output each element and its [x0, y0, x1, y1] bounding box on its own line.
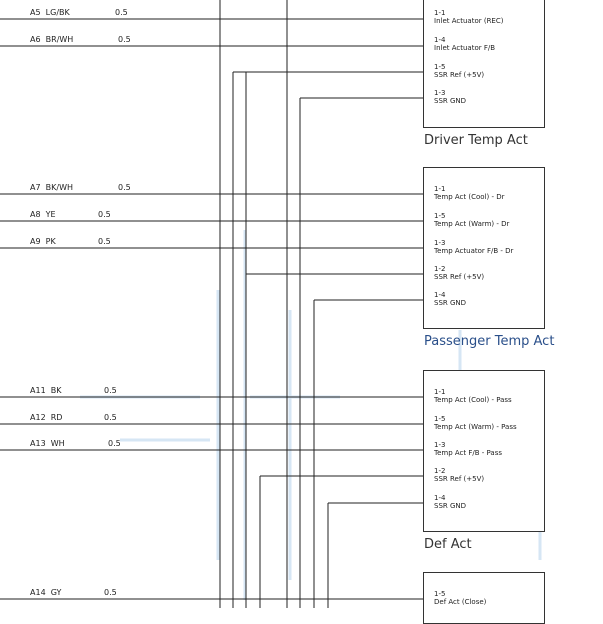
passenger-temp-act-title: Passenger Temp Act	[424, 334, 555, 349]
wire-gauge-a14: 0.5	[104, 588, 117, 597]
pin-inlet-1: 1-1 Inlet Actuator (REC)	[434, 9, 504, 25]
wire-label-a5: A5 LG/BK	[30, 8, 70, 17]
wire-label-a8: A8 YE	[30, 210, 56, 219]
wire-gauge-a13: 0.5	[108, 439, 121, 448]
pin-pass-4: 1-2 SSR Ref (+5V)	[434, 467, 485, 483]
wire-label-a12: A12 RD	[30, 413, 63, 422]
wire-gauge-a12: 0.5	[104, 413, 117, 422]
wire-gauge-a6: 0.5	[118, 35, 131, 44]
driver-temp-act-block	[423, 167, 545, 329]
wire-label-a6: A6 BR/WH	[30, 35, 74, 44]
wire-gauge-a5: 0.5	[115, 8, 128, 17]
pin-pass-2: 1-5 Temp Act (Warm) - Pass	[434, 415, 517, 431]
inlet-actuator-block	[423, 0, 545, 128]
wire-label-a14: A14 GY	[30, 588, 62, 597]
pin-driver-2: 1-5 Temp Act (Warm) - Dr	[434, 212, 510, 228]
pin-inlet-2: 1-4 Inlet Actuator F/B	[434, 36, 496, 52]
pin-inlet-3: 1-5 SSR Ref (+5V)	[434, 63, 485, 79]
pin-def-1: 1-5 Def Act (Close)	[434, 590, 487, 606]
def-act-title: Def Act	[424, 537, 472, 552]
pin-pass-3: 1-3 Temp Act F/B - Pass	[434, 441, 503, 457]
wire-label-a7: A7 BK/WH	[30, 183, 74, 192]
pin-pass-1: 1-1 Temp Act (Cool) - Pass	[434, 388, 512, 404]
wire-gauge-a7: 0.5	[118, 183, 131, 192]
pin-driver-5: 1-4 SSR GND	[434, 291, 467, 307]
pin-pass-5: 1-4 SSR GND	[434, 494, 467, 510]
wire-gauge-a8: 0.5	[98, 210, 111, 219]
passenger-temp-act-block	[423, 370, 545, 532]
pin-driver-1: 1-1 Temp Act (Cool) - Dr	[434, 185, 505, 201]
wire-label-a13: A13 WH	[30, 439, 65, 448]
wire-label-a9: A9 PK	[30, 237, 56, 246]
wire-gauge-a9: 0.5	[98, 237, 111, 246]
pin-inlet-4: 1-3 SSR GND	[434, 89, 467, 105]
wire-label-a11: A11 BK	[30, 386, 62, 395]
pin-driver-4: 1-2 SSR Ref (+5V)	[434, 265, 485, 281]
pin-driver-3: 1-3 Temp Actuator F/B - Dr	[434, 239, 514, 255]
def-act-block	[423, 572, 545, 624]
wire-gauge-a11: 0.5	[104, 386, 117, 395]
driver-temp-act-title: Driver Temp Act	[424, 133, 528, 148]
